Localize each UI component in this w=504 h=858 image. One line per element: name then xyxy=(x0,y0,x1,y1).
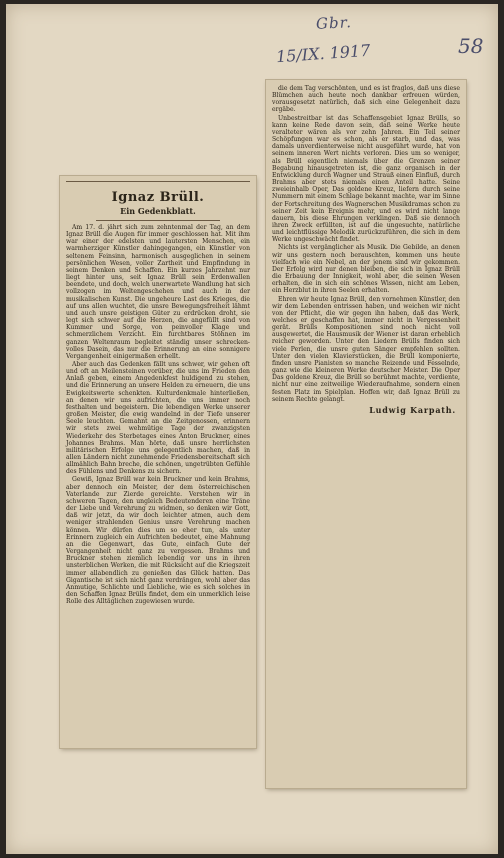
author-signature: Ludwig Karpath. xyxy=(369,404,456,415)
archive-sheet xyxy=(6,4,498,854)
article-title: Ignaz Brüll. xyxy=(111,190,205,205)
article-paragraph: Unbestreitbar ist das Schaffensgebiet Ignaz Brülls, so kann keine Rede davon sein, daß seine Werke heute veralteter wären als vor zehn Jahren. Ein Teil seiner Schöpfungen war es schon, als er starb, und das, was damals unverdienterweise nicht ausgeführt wurde, hat von seinem inneren Wert nichts verloren. Dies um so weniger, als Brüll eigentlich niemals über die Grenzen seiner Begabung hinausgetreten ist, die ganz organisch in der Entwicklung durch Wagner und Strauß einen Einfluß, durch Brahms aber stets niemals einen Anteil hatte. Seine zweieinhalb Oper, Das goldene Kreuz, liefern durch seine Nummern mit einem Schlage bekannt machte, war im Sinne der Fortschreitung des Wagnerschen Musikdramas schon zu seiner Zeit kein Ereignis mehr, und es wird nicht lange dauern, bis diese Ehrungen verklingen. Daß sie dennoch ihren Zweck erfüllten, ist auf die ungesuchte, natürliche und leichtflüssige Melodik zurückzuführen, die sich in dem Werke ungeschwächt findet. xyxy=(272,114,460,244)
title-divider xyxy=(96,220,220,221)
folio-number: 58 xyxy=(458,34,484,58)
article-paragraph: Aber auch das Gedenken fällt uns schwer, wir gehen oft und oft an Meilensteinen vorüber, die uns im Frieden den Anlaß geben, einem Angedenkfest huldigend zu stehen, und die Erinnerung an unsere Helden zu erneuern, die uns Ewigkeitswerte schenkten. Kulturdenkmale hinterließen, an denen wir uns aufrichten, die uns immer noch festhalten und begeistern. Die lebendigen Werke unserer großen Meister, die ewig wandelnd in der Tiefe unserer Seele leuchten. Gemahnt an die Zeitgenossen, erinnern wir stets zwei wehmütige Tage der zwanzigsten Wiederkehr des Sterbetages eines Anton Bruckner, eines Johannes Brahms. Man hörte, daß unsre herrlichsten militärischen Erfolge uns gelegentlich machen, daß in allen Ländern nicht zunehmende Friedensbereitschaft sich allmählich Bahn breche, die schönen, ungetrübten Gefühle des Fühlens und Denkens zu sichern. xyxy=(66,360,250,476)
article-paragraph: Am 17. d. jährt sich zum zehntenmal der Tag, an dem Ignaz Brüll die Augen für immer geschlossen hat. Mit ihm war einer der edelsten und lautersten Menschen, ein warmherziger Künstler dahingegangen, ein Künstler von seltenem Feinsinn, harmonisch ausgeglichen in seinem persönlichen Wesen, voller Zartheit und Empfindung in seinem Denken und Schaffen. Ein kurzes Jahrzehnt nur liegt hinter uns, seit Ignaz Brüll sein Erdenwallen beendete, und doch, welch unerwartete Wandlung hat sich vollzogen im Weltengeschehen und auch in der musikalischen Kunst. Die ungeheure Last des Krieges, die auf uns allen wuchtet, die unsre Bewegungsfreiheit lähmt und auch unsre geistigen Güter zu erdrücken droht, sie legt sich schwer auf die Herzen, die angefüllt sind von Kummer und Sorge, von peinvoller Klage und schmerzlichem Verzicht. Ein furchtbares Stöhnen im ganzen Weltenraum begleitet ständig unser schrecken-volles Dasein, das nur die Erinnerung an eine sonnigere Vergangenheit einigermaßen erhellt. xyxy=(66,224,250,360)
article-paragraph: Gewiß, Ignaz Brüll war kein Bruckner und kein Brahms, aber dennoch ein Meister, der dem österreichischen Vaterlande zur Zierde gereichte. Verstehen wir in schweren Tagen, den ungleich Bedeutenderen eine Träne der Liebe und Verehrung zu widmen, so denken wir Gott, daß wir jetzt, da wir doch leichter atmen, auch dem weniger strahlenden Genius unsre Verehrung machen können. Wir dürfen dies um so eher tun, als unter Erinnern zugleich ein Aufrichten bedeutet, eine Mahnung an die Gegenwart, das Gute, einfach Gute der Vergangenheit nicht ganz zu vergessen. Brahms und Bruckner stehen ziemlich lebendig vor uns in ihren unsterblichen Werken, die mit Rücksicht auf die Kriegszeit immer allabendlich zu genießen das Glück hatten. Das Gigantische ist sich nicht ganz verdrängen, wohl aber das Anmutige, Schlichte und Liebliche, wie es sich solches in den Schaffen Ignaz Brülls findet, dem ein unmerklich leise Rolle des Alltäglichen zugewiesen wurde. xyxy=(66,476,250,606)
handwritten-date: 15/IX. 1917 xyxy=(275,40,371,67)
article-subtitle: Ein Gedenkblatt. xyxy=(120,206,196,216)
article-paragraph: Nichts ist vergänglicher als Musik. Die Gebilde, an denen wir uns gestern noch berauschten, kommen uns heute vielfach wie ein Nebel, an der jenem sind wir gekommen. Der Erfolg wird nur denen bleiben, die sich in Ignaz Brüll die Erbauung der Innigkeit, wohl aber, die seinen Wesen erhalten, die in sich ein schönes Wissen, nicht am Leben, ein Herzblut in ihren Seelen erhalten. xyxy=(272,244,460,295)
newspaper-clipping-right xyxy=(266,80,466,788)
clipping-rule xyxy=(66,181,250,182)
newspaper-clipping-left xyxy=(60,176,256,748)
article-paragraph: Ehren wir heute Ignaz Brüll, den vornehmen Künstler, den wir dem Lebenden entrissen haben, und weichen wir nicht von der Pflicht, die wir gegen ihn haben, daß das Werk, welches er geschaffen hat, immer nicht in Vergessenheit gerät. Brülls Kompositionen sind noch nicht voll ausgewertet, die Hausmusik der Wiener ist daran erheblich reicher geworden. Unter den Liedern Brülls finden sich viele Perlen, die unsre guten Sänger empfehlen sollten. Unter den vielen Klavierstücken, die Brüll komponierte, finden unsre Pianisten so manche Reizende und Fesselnde, ganz wie die kleineren Werke deutscher Meister. Die Oper Das goldene Kreuz, die Brüll so berühmt machte, verdiente, nicht nur eine zeitweilige Wiederaufnahme, sondern einen festen Platz im Spielplan. Hoffen wir, daß Ignaz Brüll zu seinem Rechte gelangt. xyxy=(272,295,460,403)
article-paragraph: die dem Tag verschönten, und es ist fraglos, daß uns diese Blümchen auch heute noch dankbar erfreuen würden, vorausgesetzt natürlich, daß sich eine Gelegenheit dazu ergäbe. xyxy=(272,85,460,114)
handwritten-signature: Gbr. xyxy=(315,13,353,33)
